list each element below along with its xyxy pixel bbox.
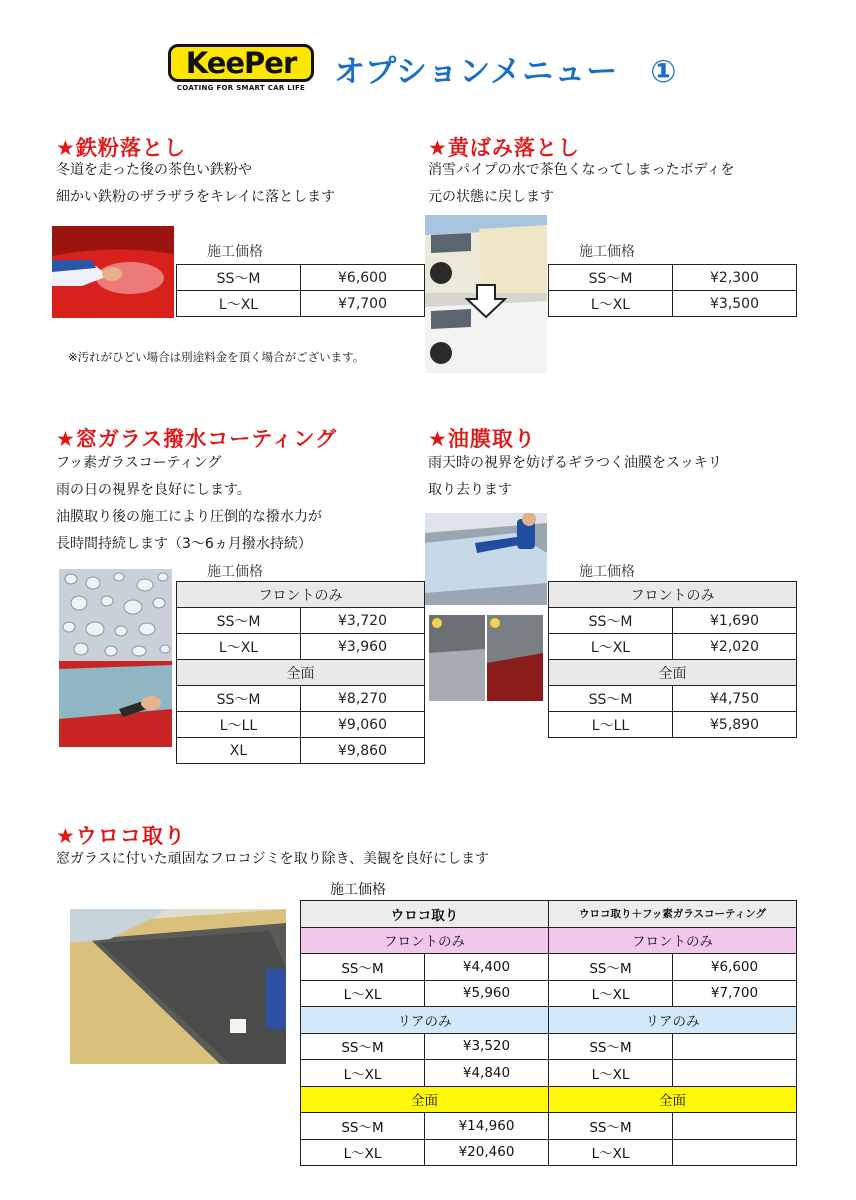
table-row <box>301 1007 797 1034</box>
size-cell: L～XL <box>549 1139 673 1166</box>
size-cell: L～XL <box>549 1060 673 1087</box>
size-cell: SS～M <box>549 1033 673 1060</box>
size-cell: SS～M <box>301 1033 425 1060</box>
table-row <box>549 582 797 608</box>
size-cell: SS～M <box>177 265 301 291</box>
price-cell: ¥5,890 <box>673 712 797 738</box>
table-row <box>177 634 425 660</box>
price-cell: ¥3,960 <box>301 634 425 660</box>
size-cell: SS～M <box>549 608 673 634</box>
price-cell: ¥2,020 <box>673 634 797 660</box>
price-cell: ¥3,720 <box>301 608 425 634</box>
price-cell: ¥20,460 <box>425 1139 549 1166</box>
col2-header: ウロコ取り＋フッ素ガラスコーティング <box>549 901 797 928</box>
price-cell: ¥9,060 <box>301 712 425 738</box>
size-cell: SS～M <box>549 265 673 291</box>
size-cell: SS～M <box>301 1113 425 1140</box>
yellow-price-caption: 施工価格 <box>579 244 635 260</box>
table-row <box>177 660 425 686</box>
price-cell: ¥5,960 <box>425 980 549 1007</box>
iron-note: ※汚れがひどい場合は別途料金を頂く場合がございます。 <box>68 350 365 364</box>
all-label: 全面 <box>177 660 425 686</box>
size-cell: SS～M <box>549 954 673 981</box>
size-cell: L～LL <box>549 712 673 738</box>
yellow-price-table <box>548 264 797 317</box>
size-cell: L～XL <box>549 291 673 317</box>
price-cell: ¥4,750 <box>673 686 797 712</box>
table-row <box>177 686 425 712</box>
table-row <box>301 1060 797 1087</box>
front-label: フロントのみ <box>301 927 549 954</box>
size-cell: L～XL <box>549 634 673 660</box>
col1-header: ウロコ取り <box>301 901 549 928</box>
size-cell: SS～M <box>549 686 673 712</box>
table-row <box>301 927 797 954</box>
logo-word: KeePer <box>168 44 314 82</box>
front-label: フロントのみ <box>177 582 425 608</box>
price-cell: ¥6,600 <box>673 954 797 981</box>
scale-price-caption: 施工価格 <box>330 882 386 898</box>
size-cell: SS～M <box>549 1113 673 1140</box>
iron-desc-1: 冬道を走った後の茶色い鉄粉や <box>56 162 252 178</box>
oil-heading: ★油膜取り <box>428 427 536 451</box>
glass-price-table <box>176 581 425 764</box>
size-cell: SS～M <box>177 686 301 712</box>
size-cell: L～XL <box>301 1060 425 1087</box>
table-row <box>549 608 797 634</box>
table-row <box>301 1033 797 1060</box>
iron-price-caption: 施工価格 <box>207 244 263 260</box>
size-cell: L～XL <box>301 1139 425 1166</box>
glass-desc-2: 雨の日の視界を良好にします。 <box>56 482 251 498</box>
table-row <box>301 980 797 1007</box>
front-label: フロントのみ <box>549 582 797 608</box>
iron-photo <box>52 226 174 318</box>
scale-photo <box>70 909 286 1064</box>
yellow-desc-1: 消雪パイプの水で茶色くなってしまったボディを <box>428 162 735 178</box>
table-row <box>177 291 425 317</box>
size-cell: L～XL <box>177 291 301 317</box>
glass-heading: ★窓ガラス撥水コーティング <box>56 427 338 451</box>
size-cell: XL <box>177 738 301 764</box>
table-row <box>301 954 797 981</box>
table-row <box>301 1086 797 1113</box>
price-cell <box>673 1113 797 1140</box>
all-label: 全面 <box>301 1086 549 1113</box>
table-row <box>549 686 797 712</box>
scale-price-table <box>300 900 797 1166</box>
table-row <box>177 608 425 634</box>
yellow-photo <box>425 215 547 373</box>
size-cell: SS～M <box>301 954 425 981</box>
oil-price-caption: 施工価格 <box>579 564 635 580</box>
price-cell: ¥7,700 <box>673 980 797 1007</box>
glass-photo <box>59 569 172 747</box>
price-cell: ¥3,520 <box>425 1033 549 1060</box>
scale-heading: ★ウロコ取り <box>56 824 186 848</box>
glass-desc-1: フッ素ガラスコーティング <box>56 455 222 471</box>
scale-desc: 窓ガラスに付いた頑固なフロコジミを取り除き、美観を良好にします <box>56 851 490 867</box>
oil-desc-1: 雨天時の視界を妨げるギラつく油膜をスッキリ <box>428 455 722 471</box>
table-row <box>549 712 797 738</box>
glass-desc-3: 油膜取り後の施工により圧倒的な撥水力が <box>56 509 322 525</box>
price-cell: ¥3,500 <box>673 291 797 317</box>
iron-heading: ★鉄粉落とし <box>56 136 186 160</box>
oil-desc-2: 取り去ります <box>428 482 512 498</box>
price-cell: ¥14,960 <box>425 1113 549 1140</box>
table-row <box>549 660 797 686</box>
table-row <box>549 291 797 317</box>
size-cell: L～XL <box>549 980 673 1007</box>
table-row <box>177 738 425 764</box>
page-title: オプションメニュー ① <box>334 54 678 90</box>
price-cell <box>673 1033 797 1060</box>
rear-label: リアのみ <box>549 1007 797 1034</box>
price-cell: ¥9,860 <box>301 738 425 764</box>
price-cell: ¥6,600 <box>301 265 425 291</box>
table-row <box>177 582 425 608</box>
table-row <box>301 901 797 928</box>
yellow-heading: ★黄ばみ落とし <box>428 136 580 160</box>
table-row <box>177 712 425 738</box>
keeper-logo <box>168 44 314 100</box>
front-label: フロントのみ <box>549 927 797 954</box>
table-row <box>549 634 797 660</box>
size-cell: L～XL <box>177 634 301 660</box>
oil-photo <box>425 513 547 701</box>
glass-price-caption: 施工価格 <box>207 564 263 580</box>
size-cell: L～XL <box>301 980 425 1007</box>
size-cell: L～LL <box>177 712 301 738</box>
oil-price-table <box>548 581 797 738</box>
size-cell: SS～M <box>177 608 301 634</box>
table-row <box>549 265 797 291</box>
all-label: 全面 <box>549 1086 797 1113</box>
rear-label: リアのみ <box>301 1007 549 1034</box>
table-row <box>177 265 425 291</box>
price-cell <box>673 1060 797 1087</box>
price-cell <box>673 1139 797 1166</box>
price-cell: ¥8,270 <box>301 686 425 712</box>
table-row <box>301 1139 797 1166</box>
iron-desc-2: 細かい鉄粉のザラザラをキレイに落とします <box>56 189 336 205</box>
price-cell: ¥4,840 <box>425 1060 549 1087</box>
price-cell: ¥7,700 <box>301 291 425 317</box>
price-cell: ¥2,300 <box>673 265 797 291</box>
all-label: 全面 <box>549 660 797 686</box>
price-cell: ¥1,690 <box>673 608 797 634</box>
price-cell: ¥4,400 <box>425 954 549 981</box>
yellow-desc-2: 元の状態に戻します <box>428 189 554 205</box>
logo-tagline: COATING FOR SMART CAR LIFE <box>176 84 306 92</box>
glass-desc-4: 長時間持続します（3～6ヵ月撥水持続） <box>56 536 312 552</box>
table-row <box>301 1113 797 1140</box>
iron-price-table <box>176 264 425 317</box>
